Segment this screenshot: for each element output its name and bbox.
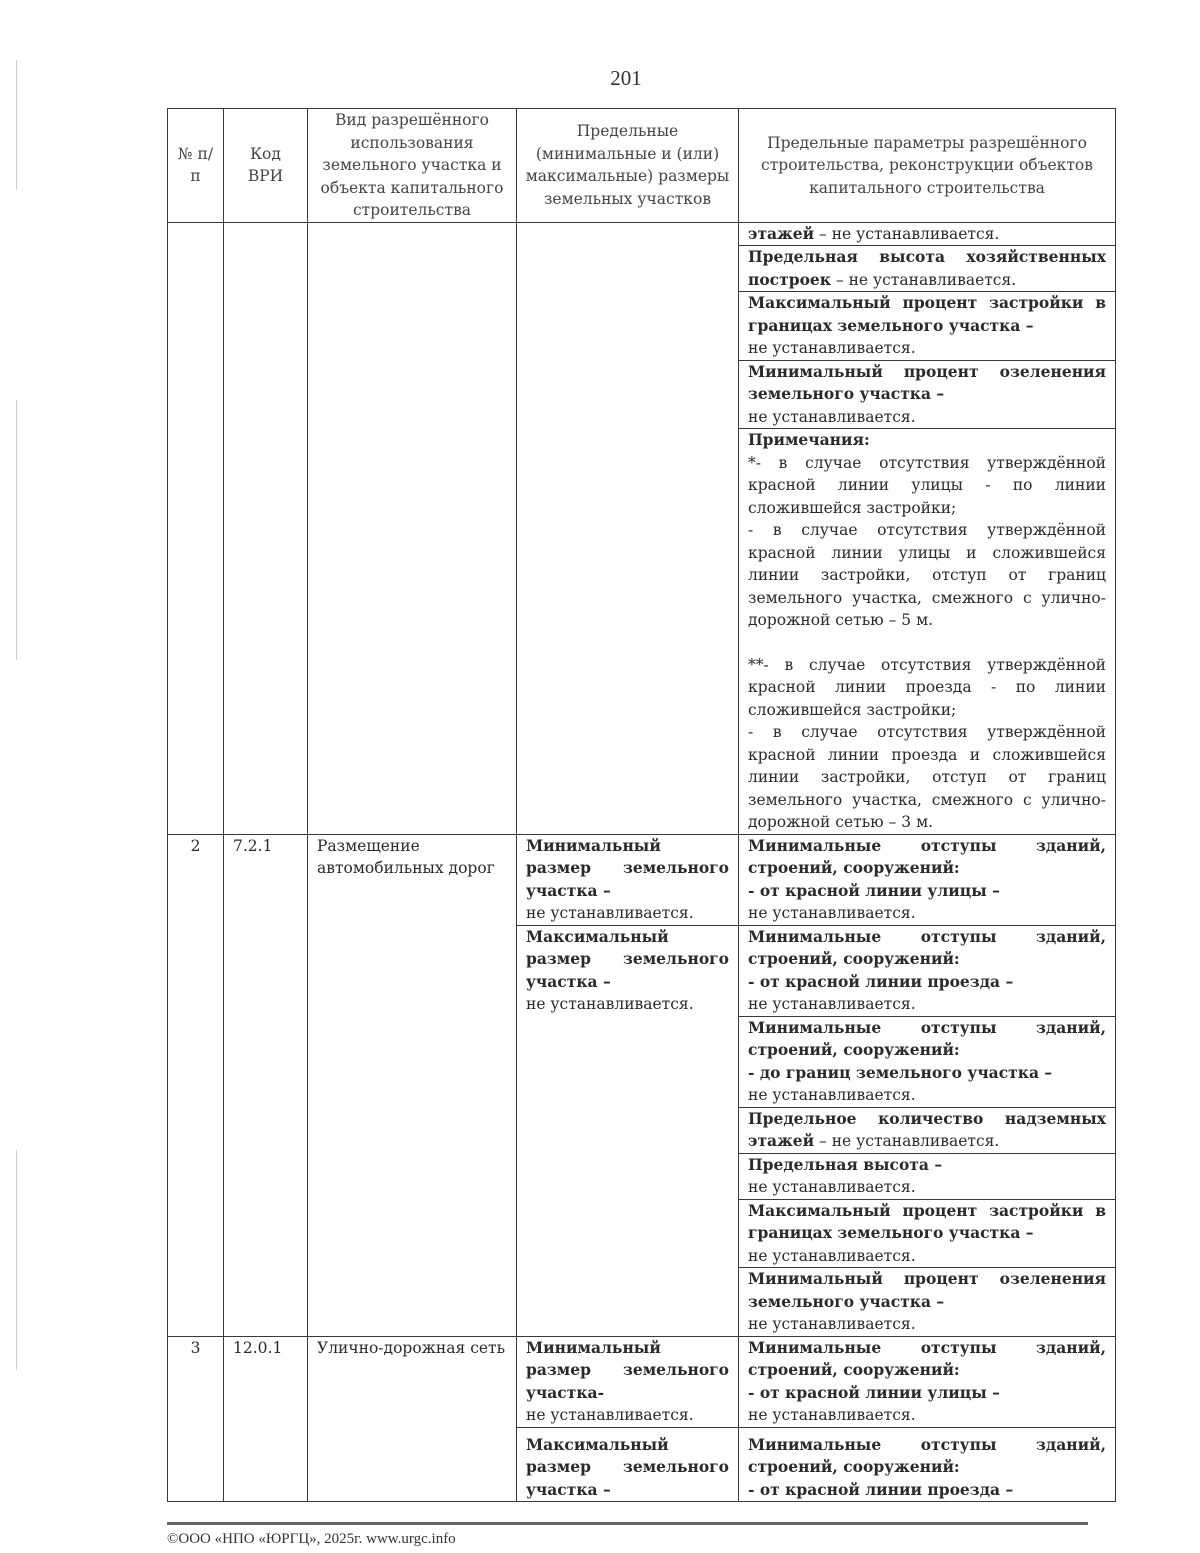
param-cell: Предельное количество надземных этажей – не устанавливается. bbox=[739, 1107, 1116, 1153]
scan-edge-line bbox=[16, 400, 17, 660]
header-sizes: Предельные (минимальные и (или) максимальные) размеры земельных участков bbox=[517, 109, 739, 223]
param-cell: этажей – не устанавливается. bbox=[739, 222, 1116, 246]
header-params: Предельные параметры разрешённого строительства, реконструкции объектов капитального строительства bbox=[739, 109, 1116, 223]
page-number: 201 bbox=[610, 66, 642, 90]
header-kind: Вид разрешённого использования земельного участка и объекта капитального строительства bbox=[308, 109, 517, 223]
size-cell: Минимальный размер земельного участка- не устанавливается. bbox=[517, 1336, 739, 1427]
param-cell: Минимальные отступы зданий, строений, сооружений: - от красной линии улицы – не устанавливается. bbox=[739, 834, 1116, 925]
cell-num bbox=[168, 222, 224, 834]
cell-code bbox=[224, 222, 308, 834]
param-cell: Минимальные отступы зданий, строений, сооружений: - до границ земельного участка – не устанавливается. bbox=[739, 1016, 1116, 1107]
table-row bbox=[168, 222, 1116, 246]
scan-edge-line bbox=[16, 1150, 17, 1370]
regulations-table bbox=[167, 108, 1116, 1502]
cell-code: 7.2.1 bbox=[224, 834, 308, 1336]
cell-kind: Улично-дорожная сеть bbox=[308, 1336, 517, 1502]
notes-title: Примечания: bbox=[748, 430, 870, 449]
param-cell: Минимальный процент озеленения земельного участка – не устанавливается. bbox=[739, 360, 1116, 429]
footer-rule bbox=[167, 1522, 1088, 1525]
footer-copyright: ©ООО «НПО «ЮРГЦ», 2025г. www.urgc.info bbox=[167, 1531, 456, 1547]
cell-sizes bbox=[517, 222, 739, 834]
cell-num: 2 bbox=[168, 834, 224, 1336]
param-cell: Предельная высота хозяйственных построек – не устанавливается. bbox=[739, 246, 1116, 292]
table-row bbox=[168, 1336, 1116, 1427]
header-code: Код ВРИ bbox=[224, 109, 308, 223]
note-item: - в случае отсутствия утверждённой красной линии улицы и сложившейся линии застройки, отступ от границ земельного участка, смежного с улично-дорожной сетью – 5 м. bbox=[748, 521, 1106, 629]
param-cell: Минимальные отступы зданий, строений, сооружений: - от красной линии проезда – bbox=[739, 1427, 1116, 1502]
param-cell: Минимальные отступы зданий, строений, сооружений: - от красной линии проезда – не устанавливается. bbox=[739, 925, 1116, 1016]
table-row bbox=[168, 834, 1116, 925]
cell-num: 3 bbox=[168, 1336, 224, 1502]
param-cell: Максимальный процент застройки в границах земельного участка – не устанавливается. bbox=[739, 1199, 1116, 1268]
note-item: **- в случае отсутствия утверждённой красной линии проезда - по линии сложившейся застройки; bbox=[748, 655, 1106, 719]
param-cell: Минимальный процент озеленения земельного участка – не устанавливается. bbox=[739, 1268, 1116, 1337]
notes-cell bbox=[739, 429, 1116, 835]
cell-code: 12.0.1 bbox=[224, 1336, 308, 1502]
size-cell: Максимальный размер земельного участка – не устанавливается. bbox=[517, 925, 739, 1336]
spacer bbox=[748, 632, 1106, 654]
note-item: *- в случае отсутствия утверждённой красной линии улицы - по линии сложившейся застройки; bbox=[748, 453, 1106, 517]
param-cell: Максимальный процент застройки в границах земельного участка – не устанавливается. bbox=[739, 292, 1116, 361]
param-cell: Минимальные отступы зданий, строений, сооружений: - от красной линии улицы – не устанавливается. bbox=[739, 1336, 1116, 1427]
table-header-row bbox=[168, 109, 1116, 223]
note-item: - в случае отсутствия утверждённой красной линии проезда и сложившейся линии застройки, отступ от границ земельного участка, смежного с улично-дорожной сетью – 3 м. bbox=[748, 723, 1106, 831]
param-cell: Предельная высота – не устанавливается. bbox=[739, 1153, 1116, 1199]
header-num: № п/п bbox=[168, 109, 224, 223]
cell-kind: Размещение автомобильных дорог bbox=[308, 834, 517, 1336]
cell-kind bbox=[308, 222, 517, 834]
size-cell: Максимальный размер земельного участка – bbox=[517, 1427, 739, 1502]
size-cell: Минимальный размер земельного участка – не устанавливается. bbox=[517, 834, 739, 925]
